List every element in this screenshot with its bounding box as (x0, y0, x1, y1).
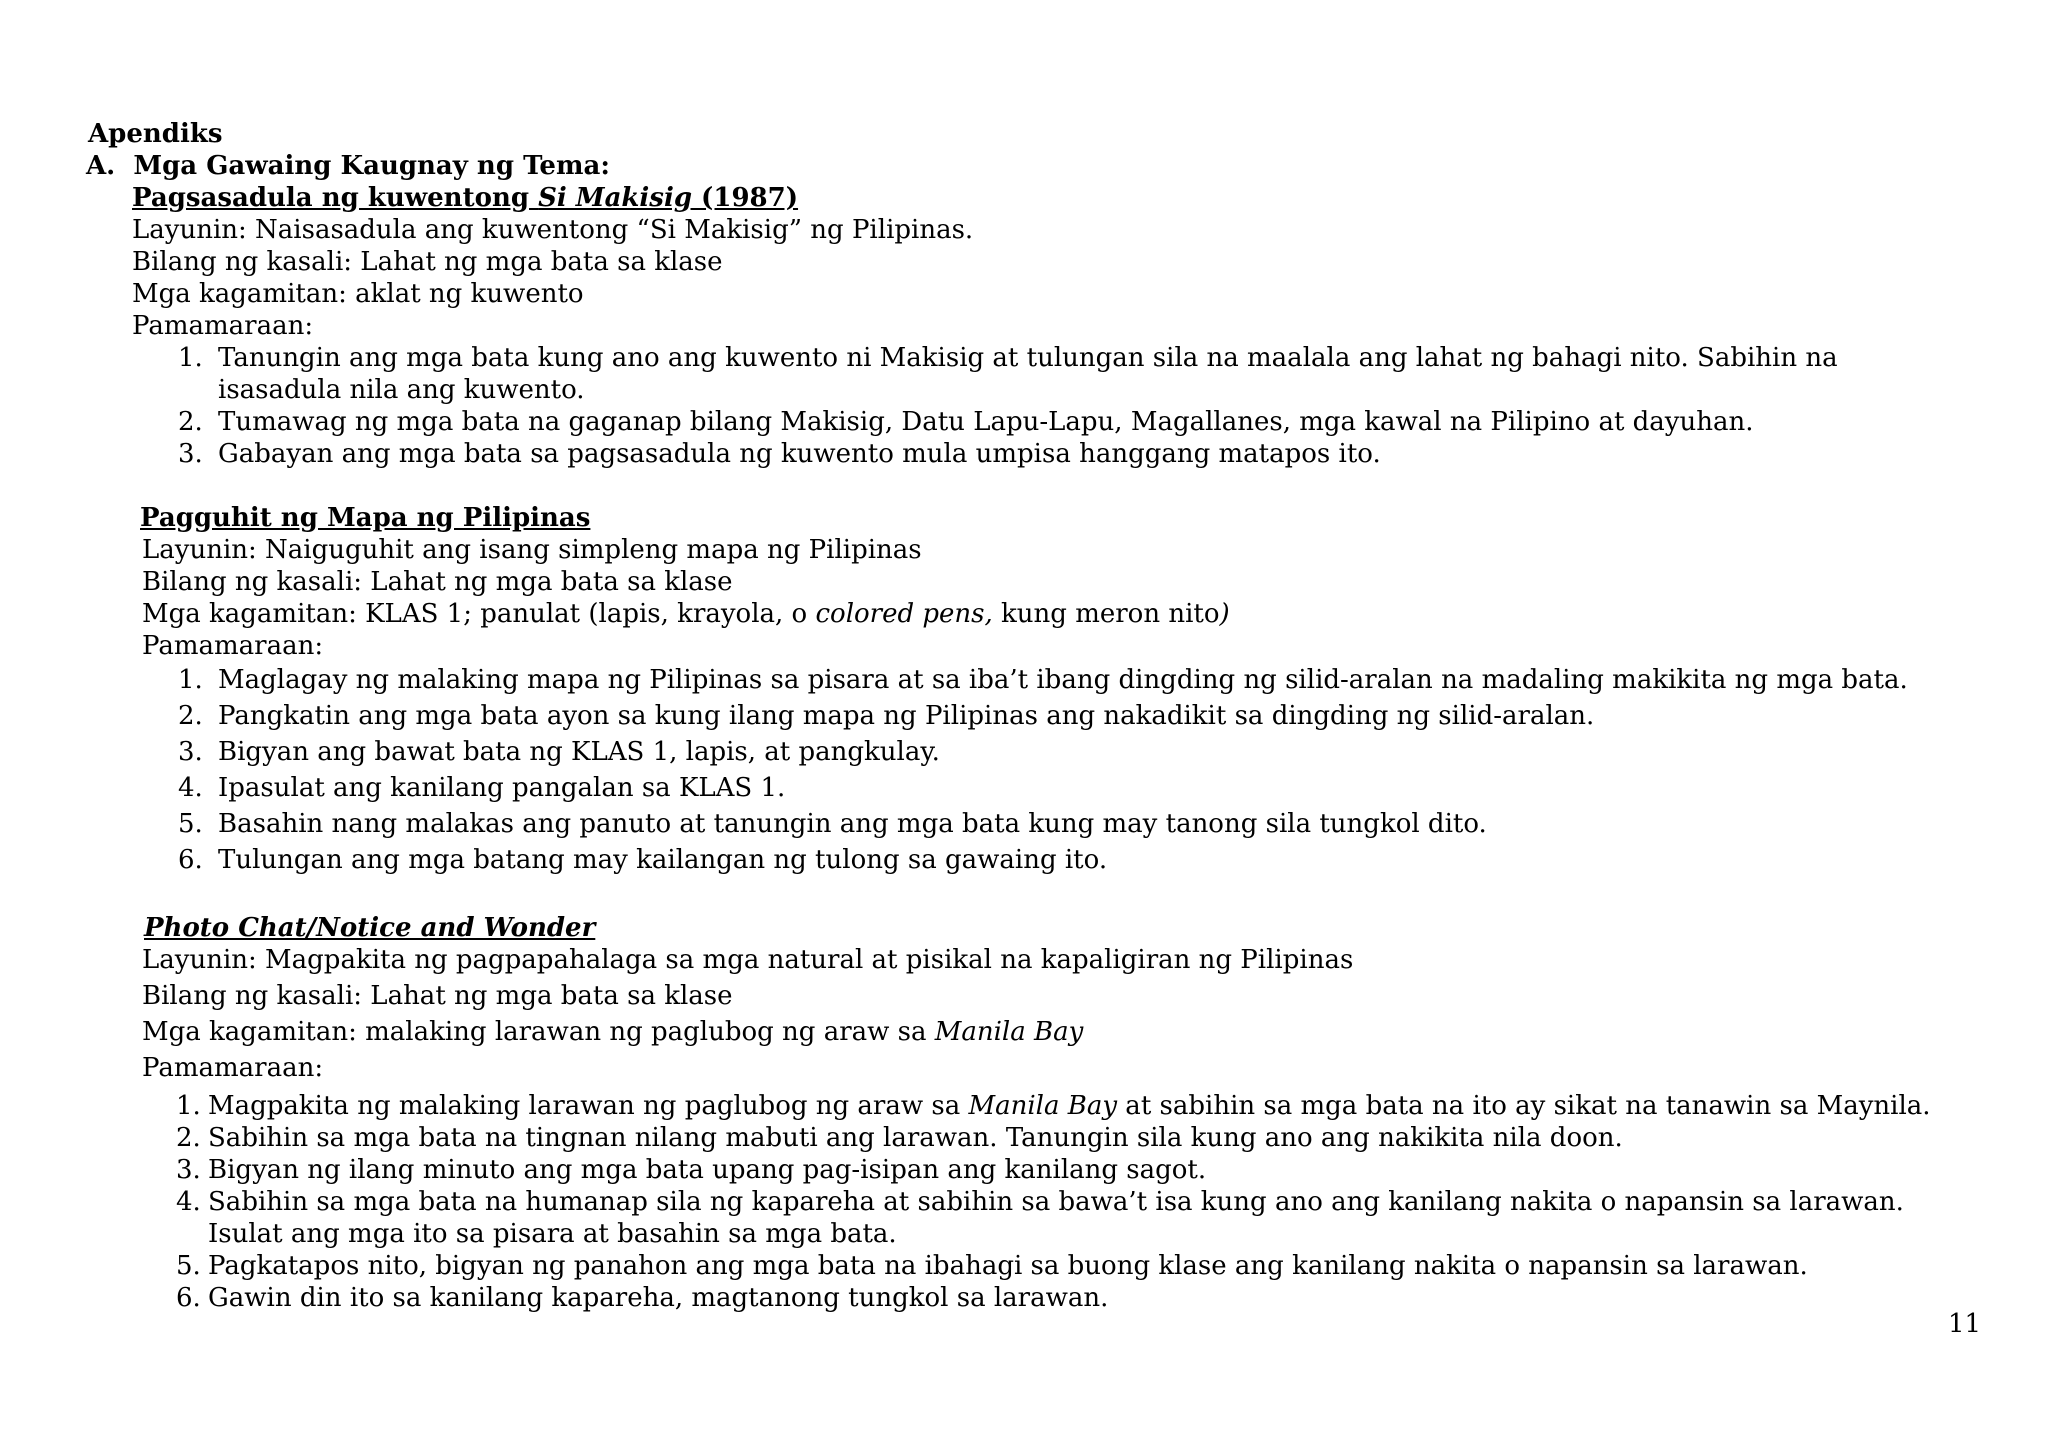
activity2-materials (142, 598, 1230, 630)
materials-italic: Manila Bay (934, 1017, 1084, 1047)
materials-close: ) (1219, 599, 1230, 629)
activity1-participants: Bilang ng kasali: Lahat ng mga bata sa klase (132, 247, 723, 277)
activity2-title: Pagguhit ng Mapa ng Pilipinas (140, 503, 591, 533)
activity3-objective: Layunin: Magpakita ng pagpapahalaga sa mga natural at pisikal na kapaligiran ng Pilipinas (142, 945, 1354, 975)
step-number: 2. (178, 701, 203, 731)
step-text: Bigyan ang bawat bata ng KLAS 1, lapis, at pangkulay. (218, 737, 940, 767)
step-text-italic: Manila Bay (968, 1091, 1118, 1121)
activity2-step (178, 772, 785, 804)
activity2-procedure-label: Pamamaraan: (142, 631, 324, 661)
activity3-step (176, 1282, 1108, 1314)
step-number: 3. (178, 737, 203, 767)
page-number: 11 (1948, 1309, 1982, 1339)
materials-italic: colored pens, (815, 599, 993, 629)
step-text: Sabihin sa mga bata na tingnan nilang mabuti ang larawan. Tanungin sila kung ano ang nakikita nila doon. (208, 1123, 1623, 1153)
activity2-step (178, 700, 1594, 732)
step-number: 2. (178, 407, 203, 437)
activity1-materials: Mga kagamitan: aklat ng kuwento (132, 279, 584, 309)
activity3-participants: Bilang ng kasali: Lahat ng mga bata sa klase (142, 981, 733, 1011)
step-text-suffix: at sabihin sa mga bata na ito ay sikat na tanawin sa Maynila. (1117, 1091, 1931, 1121)
activity2-objective: Layunin: Naiguguhit ang isang simpleng mapa ng Pilipinas (142, 535, 922, 565)
activity3-materials (142, 1016, 1083, 1048)
section-heading (86, 150, 610, 182)
step-number: 5. (176, 1251, 201, 1281)
step-number: 4. (176, 1187, 201, 1217)
activity3-step (176, 1186, 1904, 1218)
step-text: Tulungan ang mga batang may kailangan ng tulong sa gawaing ito. (218, 845, 1108, 875)
activity2-step (178, 736, 940, 768)
activity3-procedure-label: Pamamaraan: (142, 1053, 324, 1083)
step-text: Gabayan ang mga bata sa pagsasadula ng kuwento mula umpisa hanggang matapos ito. (218, 439, 1381, 469)
step-text: Maglagay ng malaking mapa ng Pilipinas sa pisara at sa iba’t ibang dingding ng silid-aralan na madaling makikita ng mga bata. (218, 665, 1908, 695)
step-number: 1. (178, 343, 203, 373)
step-text: Gawin din ito sa kanilang kapareha, magtanong tungkol sa larawan. (208, 1283, 1109, 1313)
activity3-title: Photo Chat/Notice and Wonder (144, 913, 596, 943)
activity3-step (176, 1154, 1206, 1186)
step-text: Basahin nang malakas ang panuto at tanungin ang mga bata kung may tanong sila tungkol dito. (218, 809, 1487, 839)
section-title: Mga Gawaing Kaugnay ng Tema: (133, 151, 610, 181)
activity1-step (178, 438, 1381, 470)
activity1-procedure-label: Pamamaraan: (132, 311, 314, 341)
activity3-step (176, 1090, 1931, 1122)
step-number: 4. (178, 773, 203, 803)
section-letter: A. (86, 151, 116, 181)
materials-prefix: Mga kagamitan: KLAS 1; panulat (lapis, krayola, o (142, 599, 816, 629)
step-number: 1. (176, 1091, 201, 1121)
activity1-step (178, 342, 1838, 374)
step-text: Pangkatin ang mga bata ayon sa kung ilang mapa ng Pilipinas ang nakadikit sa dingding ng silid-aralan. (218, 701, 1595, 731)
step-number: 6. (178, 845, 203, 875)
activity1-title-suffix: (1987) (692, 183, 799, 213)
step-text: Bigyan ng ilang minuto ang mga bata upang pag-isipan ang kanilang sagot. (208, 1155, 1207, 1185)
step-number: 5. (178, 809, 203, 839)
activity1-title (132, 182, 798, 214)
step-text: Pagkatapos nito, bigyan ng panahon ang mga bata na ibahagi sa buong klase ang kanilang nakita o napansin sa larawan. (208, 1251, 1808, 1281)
activity1-step (178, 406, 1754, 438)
step-text: Tumawag ng mga bata na gaganap bilang Makisig, Datu Lapu-Lapu, Magallanes, mga kawal na Pilipino at dayuhan. (218, 407, 1754, 437)
activity3-step (176, 1122, 1623, 1154)
activity2-step (178, 808, 1487, 840)
activity3-step (176, 1250, 1808, 1282)
activity3-step-continuation: Isulat ang mga ito sa pisara at basahin sa mga bata. (208, 1219, 897, 1249)
activity1-title-italic: Si Makisig (538, 183, 692, 213)
step-number: 6. (176, 1283, 201, 1313)
step-number: 2. (176, 1123, 201, 1153)
activity1-title-prefix: Pagsasadula ng kuwentong (132, 183, 539, 213)
step-text: Sabihin sa mga bata na humanap sila ng kapareha at sabihin sa bawa’t isa kung ano ang kanilang nakita o napansin sa larawan. (208, 1187, 1904, 1217)
activity1-objective: Layunin: Naisasadula ang kuwentong “Si Makisig” ng Pilipinas. (132, 215, 974, 245)
appendix-title: Apendiks (88, 119, 223, 149)
activity1-step-continuation: isasadula nila ang kuwento. (218, 375, 585, 405)
step-text: Ipasulat ang kanilang pangalan sa KLAS 1. (218, 773, 786, 803)
activity2-step (178, 844, 1107, 876)
step-number: 1. (178, 665, 203, 695)
step-number: 3. (178, 439, 203, 469)
step-text: Magpakita ng malaking larawan ng paglubog ng araw sa (208, 1091, 969, 1121)
materials-prefix: Mga kagamitan: malaking larawan ng paglubog ng araw sa (142, 1017, 935, 1047)
activity2-participants: Bilang ng kasali: Lahat ng mga bata sa klase (142, 567, 733, 597)
materials-suffix: kung meron nito (992, 599, 1220, 629)
step-text: Tanungin ang mga bata kung ano ang kuwento ni Makisig at tulungan sila na maalala ang lahat ng bahagi nito. Sabihin na (218, 343, 1838, 373)
step-number: 3. (176, 1155, 201, 1185)
activity2-step (178, 664, 1908, 696)
